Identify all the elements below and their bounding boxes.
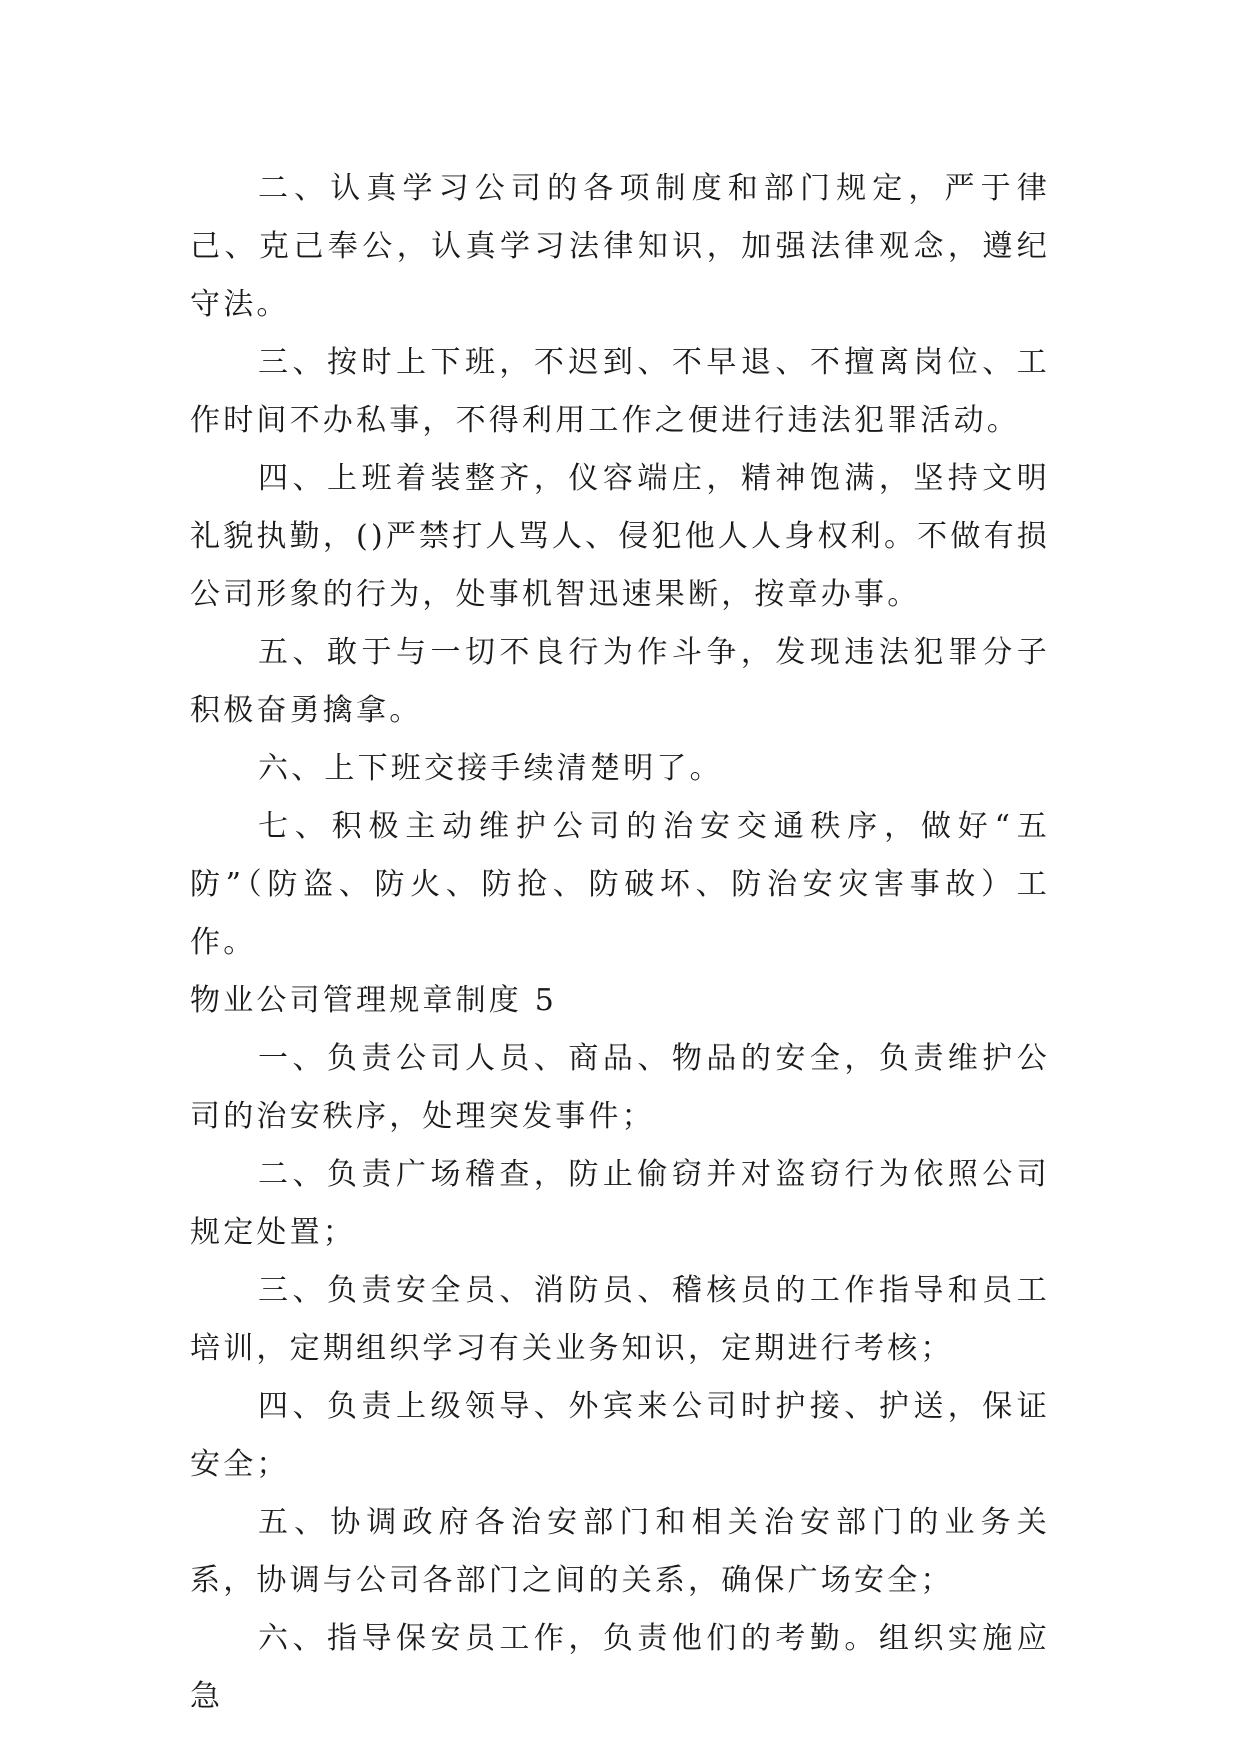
paragraph-duty-3: 三、负责安全员、消防员、稽核员的工作指导和员工培训，定期组织学习有关业务知识，定期进行考核； (190, 1273, 1050, 1366)
paragraph-rule-6: 六、上下班交接手续清楚明了。 (258, 751, 723, 786)
paragraph-duty-6: 六、指导保安员工作，负责他们的考勤。组织实施应急 (190, 1621, 1050, 1714)
paragraph-duty-1: 一、负责公司人员、商品、物品的安全，负责维护公司的治安秩序，处理突发事件； (190, 1041, 1050, 1134)
paragraph-duty-5: 五、协调政府各治安部门和相关治安部门的业务关系，协调与公司各部门之间的关系，确保广场安全； (190, 1505, 1050, 1598)
paragraph-duty-2: 二、负责广场稽查，防止偷窃并对盗窃行为依照公司规定处置； (190, 1157, 1050, 1250)
document-body (190, 160, 1050, 1726)
paragraph-rule-7: 七、积极主动维护公司的治安交通秩序，做好“五防”（防盗、防火、防抢、防破坏、防治安灾害事故）工作。 (190, 809, 1050, 960)
paragraph-rule-3: 三、按时上下班，不迟到、不早退、不擅离岗位、工作时间不办私事，不得利用工作之便进行违法犯罪活动。 (190, 345, 1050, 438)
paragraph-rule-5: 五、敢于与一切不良行为作斗争，发现违法犯罪分子积极奋勇擒拿。 (190, 635, 1050, 728)
paragraph-rule-2: 二、认真学习公司的各项制度和部门规定，严于律己、克己奉公，认真学习法律知识，加强法律观念，遵纪守法。 (190, 171, 1050, 322)
paragraph-rule-4: 四、上班着装整齐，仪容端庄，精神饱满，坚持文明礼貌执勤，()严禁打人骂人、侵犯他人人身权利。不做有损公司形象的行为，处事机智迅速果断，按章办事。 (190, 461, 1050, 612)
paragraph-duty-4: 四、负责上级领导、外宾来公司时护接、护送，保证安全； (190, 1389, 1050, 1482)
section-title: 物业公司管理规章制度 5 (190, 983, 558, 1018)
